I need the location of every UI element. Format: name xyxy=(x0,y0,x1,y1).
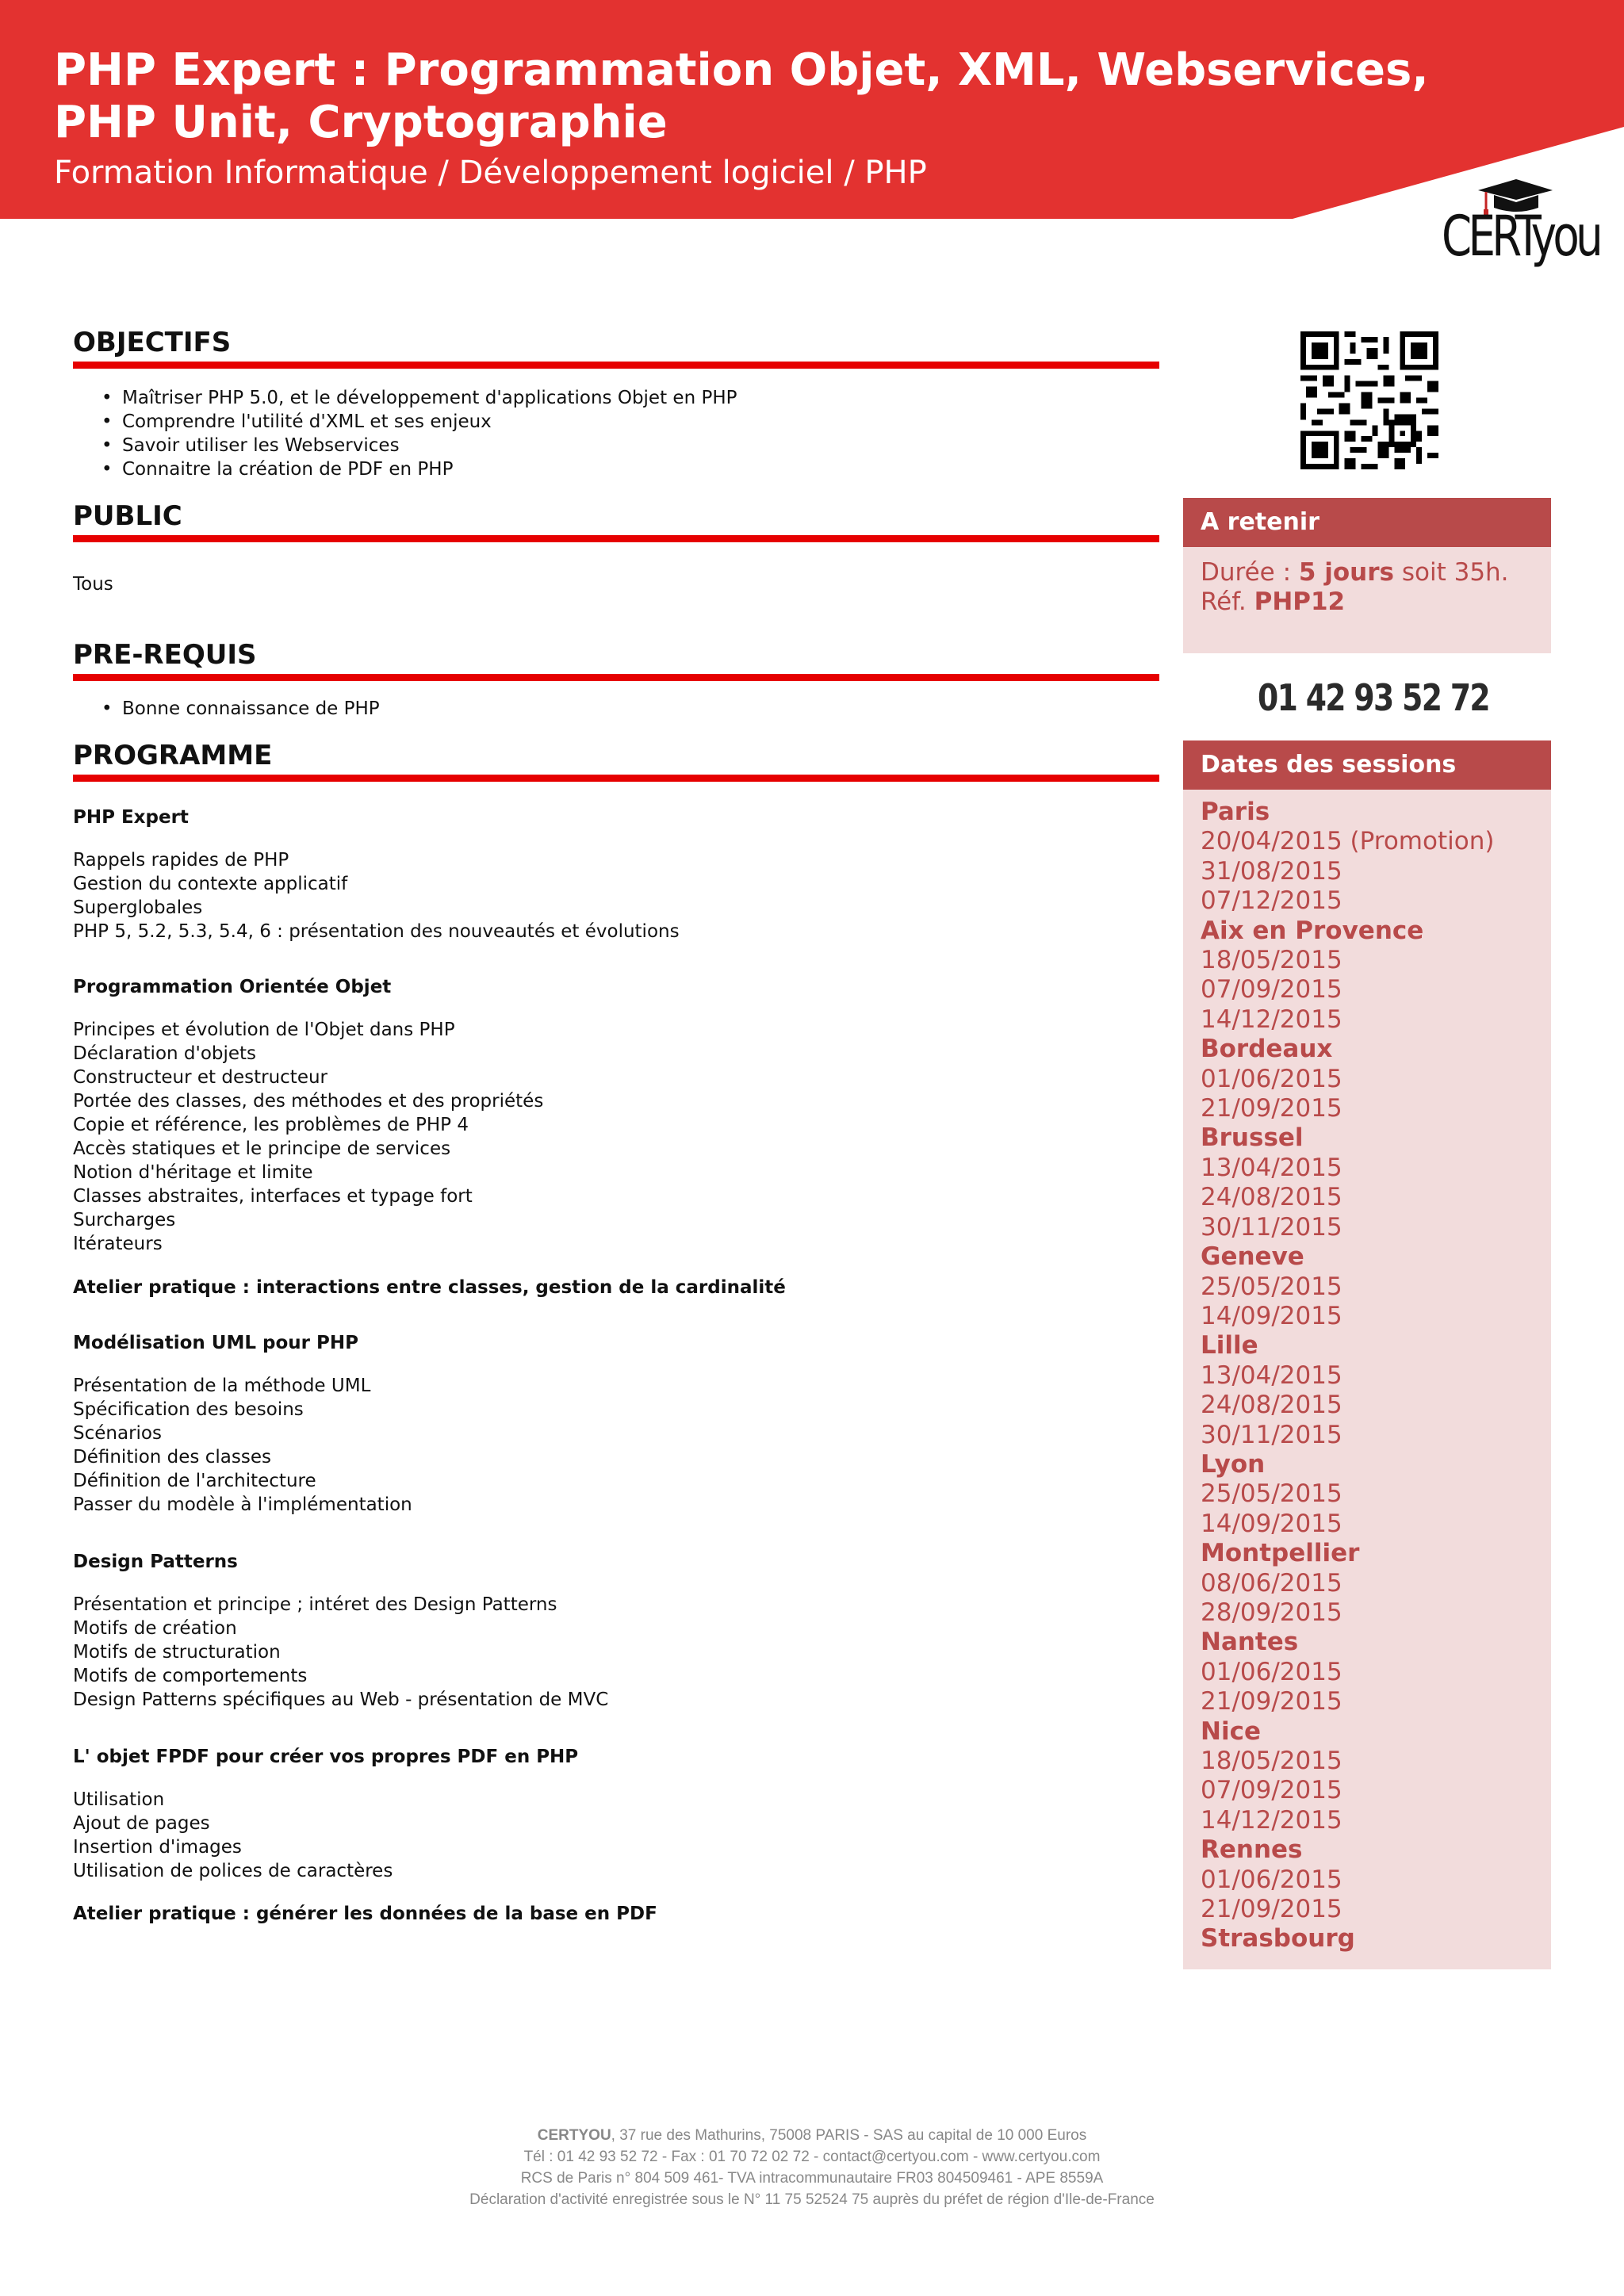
programme-line: Présentation de la méthode UML xyxy=(73,1376,371,1396)
objectifs-list xyxy=(73,386,1159,481)
programme-line: Définition des classes xyxy=(73,1447,271,1468)
section-divider xyxy=(73,535,1159,542)
section-title-objectifs: OBJECTIFS xyxy=(73,327,232,358)
session-date[interactable]: 18/05/2015 xyxy=(1201,1747,1342,1775)
programme-line: Scénarios xyxy=(73,1423,162,1444)
programme-line: Copie et référence, les problèmes de PHP 4 xyxy=(73,1115,469,1135)
duration-value: 5 jours xyxy=(1298,558,1394,587)
programme-line: Spécification des besoins xyxy=(73,1399,304,1420)
programme-line: Utilisation xyxy=(73,1789,165,1810)
section-divider xyxy=(73,674,1159,681)
certyou-logo xyxy=(1442,176,1602,279)
reference-line xyxy=(1201,587,1534,617)
session-date[interactable]: 28/09/2015 xyxy=(1201,1598,1342,1627)
session-city: Lille xyxy=(1201,1331,1258,1360)
programme-heading: Atelier pratique : interactions entre classes, gestion de la cardinalité xyxy=(73,1277,786,1298)
session-date[interactable]: 25/05/2015 xyxy=(1201,1479,1342,1509)
programme-line: Présentation et principe ; intéret des Design Patterns xyxy=(73,1594,557,1615)
programme-line: Rappels rapides de PHP xyxy=(73,850,289,871)
session-city: Nantes xyxy=(1201,1628,1299,1657)
programme-block xyxy=(73,1331,1159,1517)
programme-line: Ajout de pages xyxy=(73,1813,210,1834)
duration-suffix: soit 35h. xyxy=(1394,558,1509,587)
footer-line: Déclaration d'activité enregistrée sous le N° 11 75 52524 75 auprès du préfet de région d'Ile-de-France xyxy=(469,2191,1155,2208)
programme-line: Itérateurs xyxy=(73,1234,163,1254)
programme-line: Classes abstraites, interfaces et typage fort xyxy=(73,1186,473,1207)
session-date[interactable]: 31/08/2015 xyxy=(1201,856,1342,886)
list-item: • Maîtriser PHP 5.0, et le développement d'applications Objet en PHP xyxy=(73,386,1159,410)
session-city: Nice xyxy=(1201,1716,1261,1746)
session-date[interactable]: 14/09/2015 xyxy=(1201,1301,1342,1330)
footer xyxy=(0,2125,1624,2210)
programme-line: Déclaration d'objets xyxy=(73,1043,257,1064)
section-title-prerequis: PRE-REQUIS xyxy=(73,639,257,671)
logo-wordmark: CERTyou xyxy=(1442,204,1599,269)
programme-line: PHP 5, 5.2, 5.3, 5.4, 6 : présentation des nouveautés et évolutions xyxy=(73,921,680,942)
session-city: Lyon xyxy=(1201,1449,1266,1479)
programme-line: Gestion du contexte applicatif xyxy=(73,874,348,894)
session-date[interactable]: 14/12/2015 xyxy=(1201,1805,1342,1835)
session-date[interactable]: 30/11/2015 xyxy=(1201,1212,1342,1242)
session-city: Bordeaux xyxy=(1201,1035,1333,1064)
reference-label: Réf. xyxy=(1201,587,1254,616)
footer-line: Tél : 01 42 93 52 72 - Fax : 01 70 72 02 72 - contact@certyou.com - www.certyou.com xyxy=(523,2149,1101,2165)
session-city: Montpellier xyxy=(1201,1539,1360,1568)
sessions-list xyxy=(1183,790,1551,1965)
qr-code xyxy=(1300,331,1438,469)
duration-label: Durée : xyxy=(1201,558,1299,587)
programme-line: Superglobales xyxy=(73,897,203,918)
session-date[interactable]: 01/06/2015 xyxy=(1201,1064,1342,1093)
session-date[interactable]: 07/09/2015 xyxy=(1201,975,1342,1004)
session-date[interactable]: 21/09/2015 xyxy=(1201,1094,1342,1123)
phone-number: 01 42 93 52 72 xyxy=(1258,676,1490,719)
session-date[interactable]: 14/12/2015 xyxy=(1201,1004,1342,1034)
session-date[interactable]: 14/09/2015 xyxy=(1201,1509,1342,1538)
programme-line: Motifs de création xyxy=(73,1618,237,1639)
session-date[interactable]: 20/04/2015 (Promotion) xyxy=(1201,827,1495,856)
session-date[interactable]: 01/06/2015 xyxy=(1201,1657,1342,1686)
session-city: Paris xyxy=(1201,798,1270,826)
programme-heading: Design Patterns xyxy=(73,1552,238,1572)
session-date[interactable]: 01/06/2015 xyxy=(1201,1865,1342,1894)
session-date[interactable]: 21/09/2015 xyxy=(1201,1687,1342,1716)
programme-line: Motifs de comportements xyxy=(73,1666,308,1686)
programme-block xyxy=(73,1745,1159,1883)
programme-line: Accès statiques et le principe de services xyxy=(73,1138,451,1159)
reference-value: PHP12 xyxy=(1254,587,1346,616)
retenir-title: A retenir xyxy=(1183,498,1551,547)
programme-heading: Atelier pratique : générer les données de la base en PDF xyxy=(73,1904,657,1924)
footer-address: , 37 rue des Mathurins, 75008 PARIS - SAS au capital de 10 000 Euros xyxy=(611,2127,1087,2144)
programme-block xyxy=(73,1902,1159,1926)
session-city: Strasbourg xyxy=(1201,1924,1355,1954)
section-public xyxy=(73,499,1159,596)
section-objectifs xyxy=(73,325,1159,481)
retenir-body xyxy=(1183,547,1551,628)
session-city: Brussel xyxy=(1201,1123,1304,1153)
programme-line: Passer du modèle à l'implémentation xyxy=(73,1494,412,1515)
programme-line: Design Patterns spécifiques au Web - présentation de MVC xyxy=(73,1689,609,1710)
phone-contact[interactable] xyxy=(1247,672,1490,723)
footer-company: CERTYOU xyxy=(537,2127,611,2144)
session-city: Geneve xyxy=(1201,1242,1304,1272)
programme-heading: Modélisation UML pour PHP xyxy=(73,1333,358,1353)
programme-line: Constructeur et destructeur xyxy=(73,1067,328,1088)
session-date[interactable]: 08/06/2015 xyxy=(1201,1568,1342,1598)
programme-line: Utilisation de polices de caractères xyxy=(73,1861,393,1881)
programme-line: Principes et évolution de l'Objet dans PHP xyxy=(73,1020,455,1040)
programme-line: Motifs de structuration xyxy=(73,1642,281,1663)
list-item: • Bonne connaissance de PHP xyxy=(73,697,1159,721)
programme-line: Portée des classes, des méthodes et des propriétés xyxy=(73,1091,544,1112)
session-city: Rennes xyxy=(1201,1835,1303,1865)
programme-heading: Programmation Orientée Objet xyxy=(73,977,392,997)
sessions-title: Dates des sessions xyxy=(1183,740,1551,790)
page-subtitle: Formation Informatique / Développement logiciel / PHP xyxy=(54,155,927,191)
session-date[interactable]: 07/12/2015 xyxy=(1201,886,1342,916)
programme-block xyxy=(73,1550,1159,1712)
section-divider xyxy=(73,775,1159,782)
programme-line: Surcharges xyxy=(73,1210,176,1230)
section-divider xyxy=(73,362,1159,369)
duration-line xyxy=(1201,558,1534,587)
list-item: • Comprendre l'utilité d'XML et ses enjeux xyxy=(73,410,1159,434)
session-city: Aix en Provence xyxy=(1201,916,1424,945)
page-title: PHP Expert : Programmation Objet, XML, Webservices, PHP Unit, Cryptographie xyxy=(54,44,1429,148)
programme-heading: L' objet FPDF pour créer vos propres PDF en PHP xyxy=(73,1747,579,1767)
session-date[interactable]: 07/09/2015 xyxy=(1201,1776,1342,1805)
main-content xyxy=(73,325,1159,1926)
programme-line: Définition de l'architecture xyxy=(73,1471,316,1491)
session-date[interactable]: 24/08/2015 xyxy=(1201,1183,1342,1212)
programme-block xyxy=(73,975,1159,1256)
session-date[interactable]: 24/08/2015 xyxy=(1201,1391,1342,1420)
public-text: Tous xyxy=(73,574,113,595)
list-item: • Savoir utiliser les Webservices xyxy=(73,434,1159,457)
section-programme xyxy=(73,738,1159,1926)
session-date[interactable]: 25/05/2015 xyxy=(1201,1272,1342,1301)
programme-heading: PHP Expert xyxy=(73,807,189,828)
section-prerequis xyxy=(73,637,1159,721)
programme-line: Insertion d'images xyxy=(73,1837,242,1858)
session-date[interactable]: 18/05/2015 xyxy=(1201,946,1342,975)
footer-line: RCS de Paris n° 804 509 461- TVA intracommunautaire FR03 804509461 - APE 8559A xyxy=(520,2170,1104,2187)
programme-block xyxy=(73,1276,1159,1299)
session-date[interactable]: 21/09/2015 xyxy=(1201,1895,1342,1924)
retenir-box xyxy=(1183,498,1551,653)
session-date[interactable]: 13/04/2015 xyxy=(1201,1360,1342,1390)
session-date[interactable]: 30/11/2015 xyxy=(1201,1420,1342,1449)
sessions-box xyxy=(1183,740,1551,1969)
section-title-programme: PROGRAMME xyxy=(73,740,273,771)
list-item: • Connaitre la création de PDF en PHP xyxy=(73,457,1159,481)
session-date[interactable]: 13/04/2015 xyxy=(1201,1153,1342,1182)
footer-line xyxy=(0,2125,1624,2146)
programme-line: Notion d'héritage et limite xyxy=(73,1162,313,1183)
programme-block xyxy=(73,806,1159,943)
section-title-public: PUBLIC xyxy=(73,500,182,532)
prerequis-list xyxy=(73,697,1159,721)
